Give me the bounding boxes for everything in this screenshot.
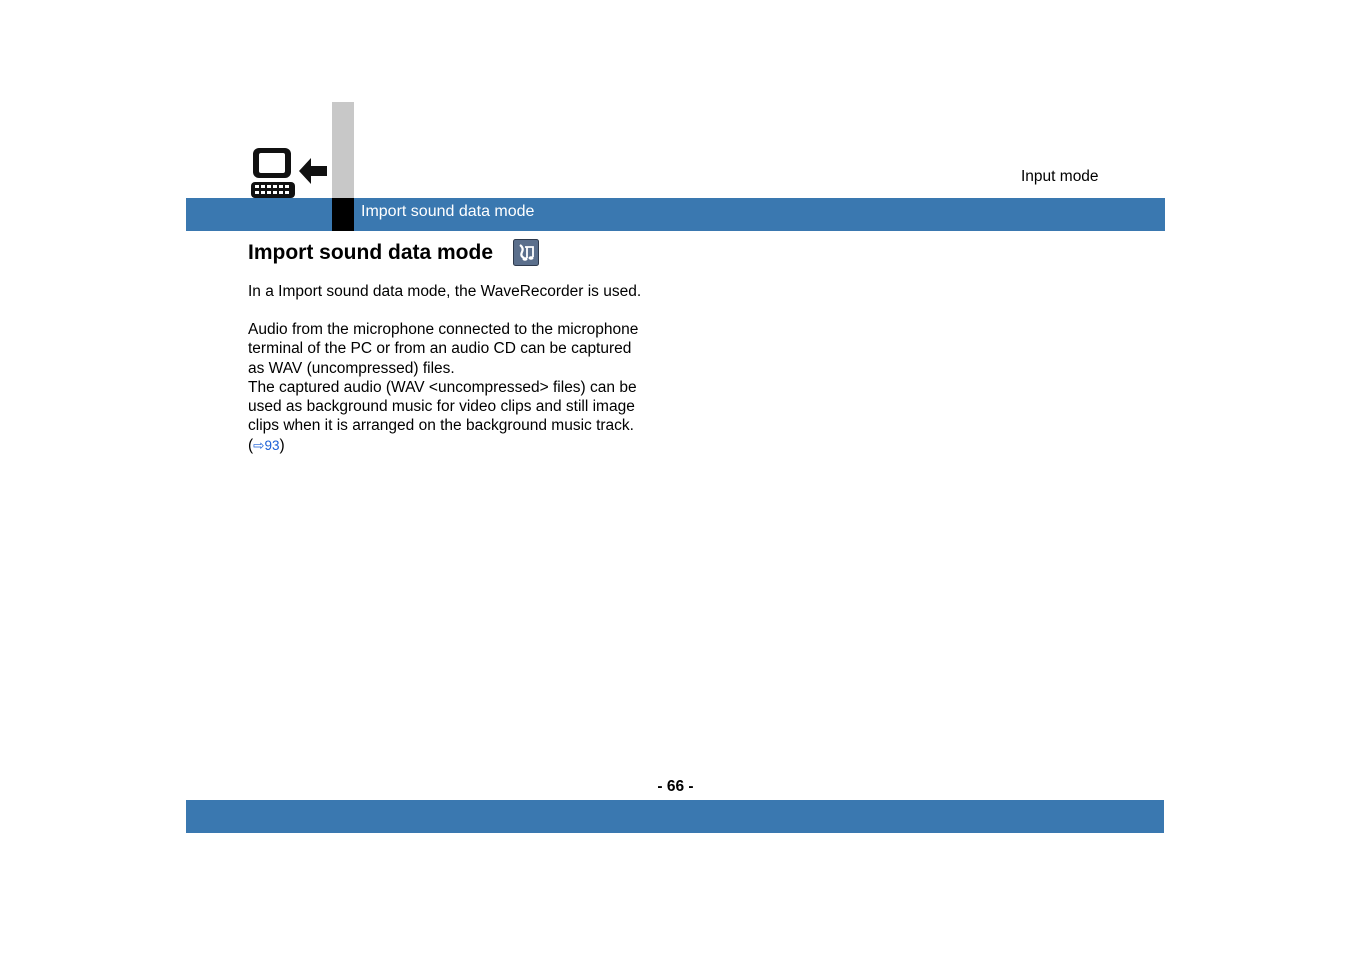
description-line: as WAV (uncompressed) files. [248, 359, 455, 377]
reference-arrow-icon: ⇨ [253, 437, 265, 453]
description-line: clips when it is arranged on the background music track. [248, 417, 634, 435]
description-line: used as background music for video clips and still image [248, 398, 635, 416]
reference-close-paren: ) [279, 436, 285, 454]
footer-bar [186, 800, 1164, 833]
description-line: terminal of the PC or from an audio CD can be captured [248, 340, 632, 358]
import-sound-icon [513, 239, 539, 266]
reference-page-number: 93 [264, 437, 280, 453]
header-gray-strip [332, 102, 354, 198]
description-line: Audio from the microphone connected to the microphone [248, 321, 639, 338]
computer-input-icon [249, 146, 331, 200]
header-bar-title: Import sound data mode [361, 203, 535, 220]
page-title: Import sound data mode [248, 241, 494, 264]
reference-open-paren: ( [248, 436, 254, 454]
section-label: Input mode [1021, 168, 1099, 185]
intro-paragraph: In a Import sound data mode, the WaveRecorder is used. [248, 283, 642, 300]
header-black-marker [332, 198, 354, 231]
page-reference-link[interactable] [253, 438, 279, 453]
description-paragraph [248, 320, 678, 455]
description-line: The captured audio (WAV <uncompressed> files) can be [248, 378, 637, 396]
page-number: - 66 - [657, 778, 694, 795]
